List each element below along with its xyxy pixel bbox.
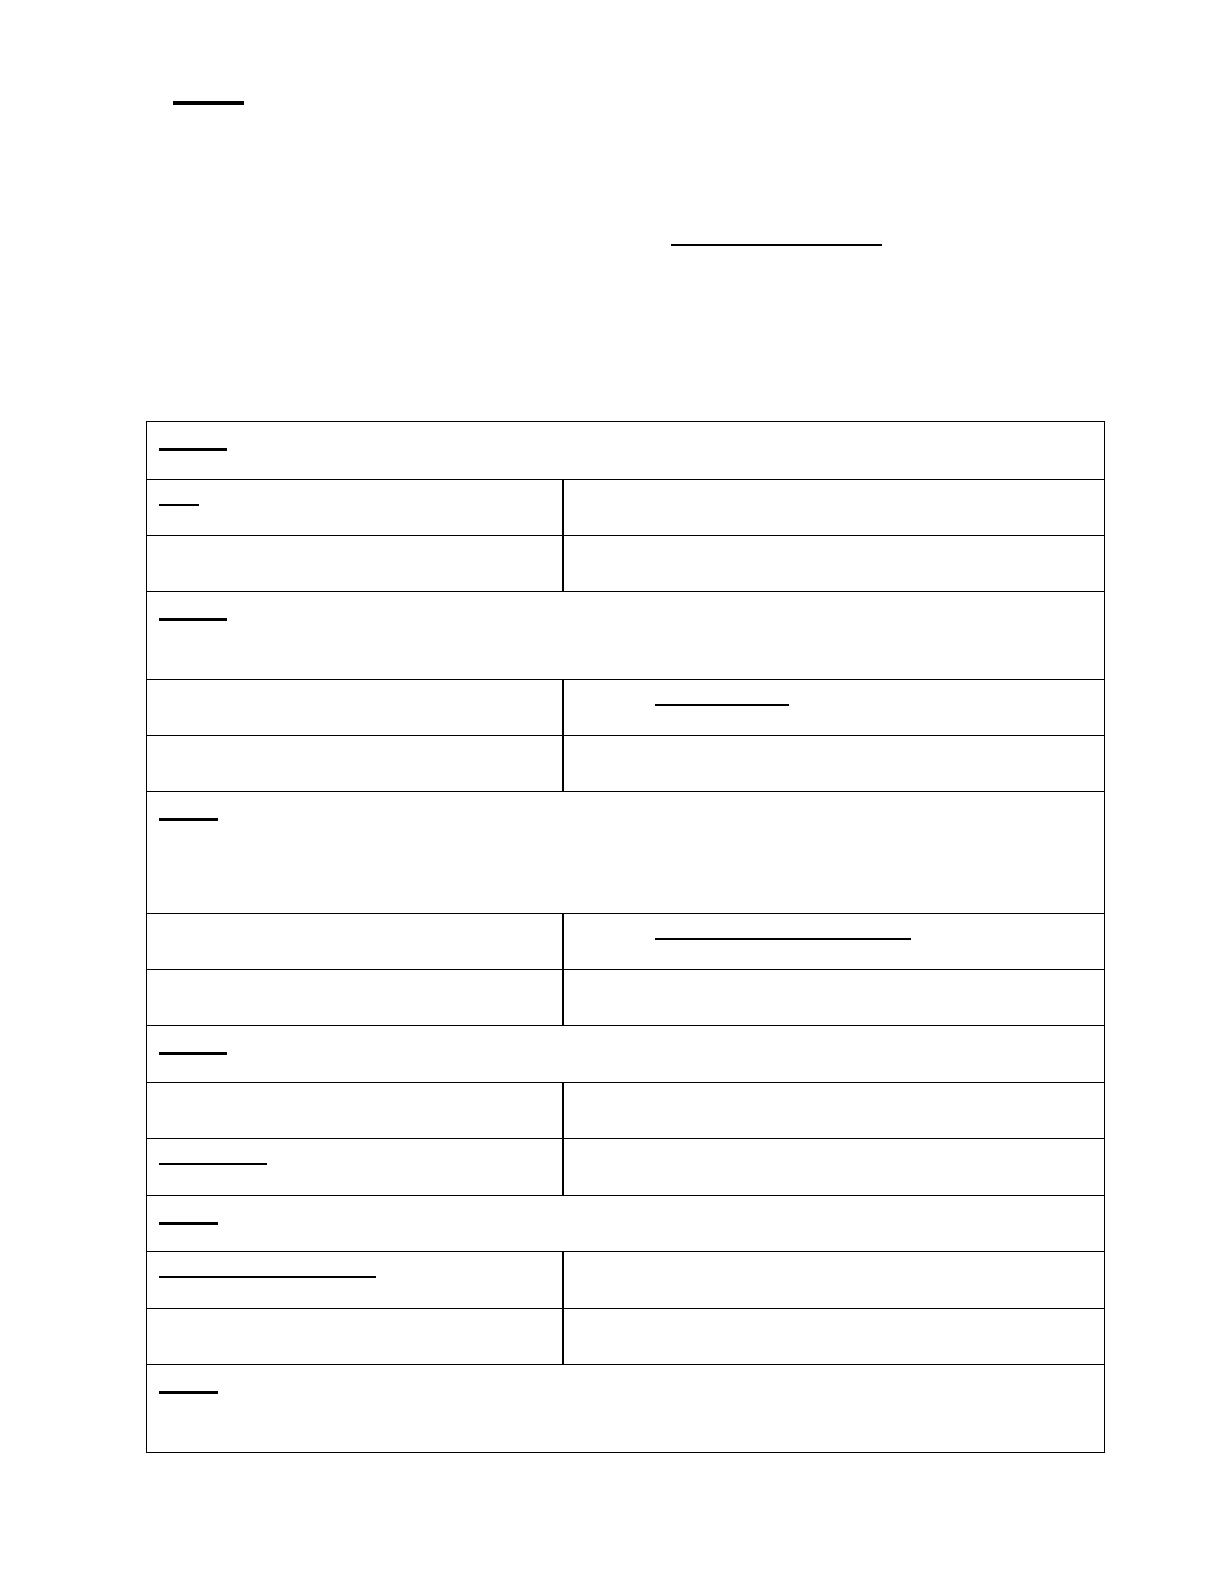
section-5-row-2	[147, 1309, 1104, 1365]
header-blank-field-line[interactable]	[671, 244, 882, 246]
section-5-row-1	[147, 1252, 1104, 1309]
section-6-heading-underline	[159, 1391, 218, 1394]
section-2-row-2	[147, 736, 1104, 792]
column-divider	[562, 914, 564, 969]
section-2-heading-row	[147, 592, 1104, 680]
section-6-heading-row	[147, 1365, 1104, 1451]
section-5-row-1-label-underline	[159, 1276, 376, 1278]
column-divider	[562, 1309, 564, 1364]
section-1-row-2	[147, 536, 1104, 592]
section-1-row-1-label-underline	[159, 504, 199, 506]
section-3-heading-underline	[159, 818, 218, 821]
section-1-row-1	[147, 480, 1104, 536]
section-4-row-1	[147, 1083, 1104, 1139]
section-3-row-1	[147, 914, 1104, 970]
title-underline	[173, 101, 244, 105]
form-table	[146, 421, 1105, 1453]
section-4-row-2-label-underline	[159, 1163, 267, 1165]
column-divider	[562, 970, 564, 1025]
section-2-heading-underline	[159, 618, 227, 621]
column-divider	[562, 1083, 564, 1138]
column-divider	[562, 480, 564, 535]
section-3-heading-row	[147, 792, 1104, 914]
section-3-row-1-value-underline[interactable]	[655, 938, 911, 940]
section-2-row-1-value-underline[interactable]	[655, 704, 789, 706]
column-divider	[562, 1139, 564, 1195]
section-4-heading-underline	[159, 1052, 227, 1055]
section-1-heading-underline	[159, 448, 227, 451]
column-divider	[562, 1252, 564, 1308]
section-4-row-2	[147, 1139, 1104, 1196]
section-5-heading-underline	[159, 1222, 218, 1225]
section-4-heading-row	[147, 1026, 1104, 1083]
column-divider	[562, 536, 564, 591]
column-divider	[562, 736, 564, 791]
column-divider	[562, 680, 564, 735]
section-5-heading-row	[147, 1196, 1104, 1252]
section-3-row-2	[147, 970, 1104, 1026]
section-2-row-1	[147, 680, 1104, 736]
section-1-heading-row	[147, 422, 1104, 480]
